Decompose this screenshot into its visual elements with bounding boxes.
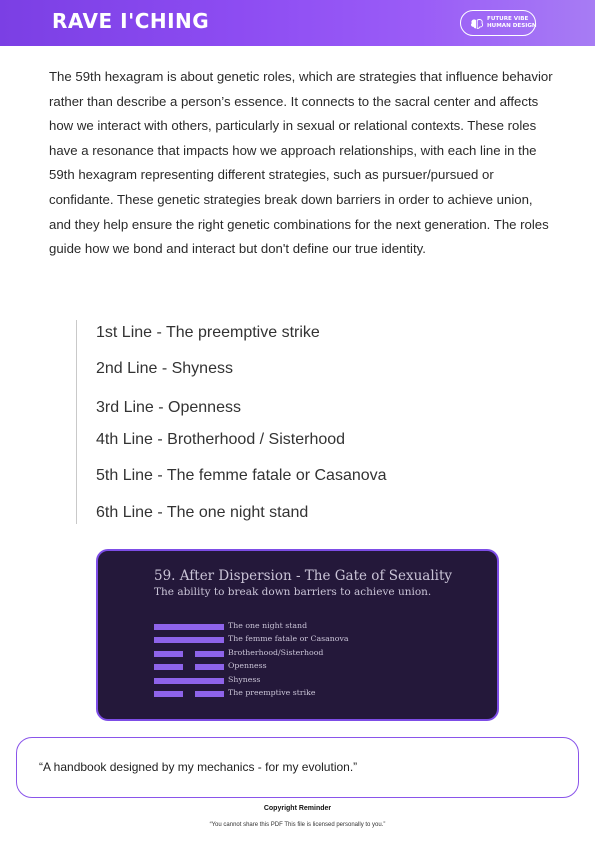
- copyright-title: Copyright Reminder: [263, 805, 332, 812]
- hexagram-card: [96, 549, 499, 721]
- brand-badge: [460, 10, 536, 36]
- yin-line-bar: [195, 664, 224, 670]
- hexagram-line-label: Brotherhood/Sisterhood: [228, 647, 324, 657]
- header-banner: [0, 0, 595, 46]
- yin-line-bar: [154, 691, 183, 697]
- yang-line-bar: [154, 678, 224, 684]
- brain-icon: [470, 17, 484, 31]
- hexagram-line-label: The femme fatale or Casanova: [228, 634, 349, 644]
- line-1: 1st Line - The preemptive strike: [96, 324, 320, 341]
- quote-box: [16, 737, 579, 798]
- intro-paragraph: The 59th hexagram is about genetic roles, which are strategies that influence behavior rather than describe a person’s essence. It connects to the sacral center and affects how we interact with others, particularly in sexual or relational contexts. These roles have a resonance that impacts how we approach relationships, with each line in the 59th hexagram representing different strategies, such as pursuer/pursued or confidante. These genetic strategies break down barriers in order to achieve union, and they help ensure the right genetic combinations for the next generation. The roles guide how we bond and interact but don't define our true identity.: [49, 69, 553, 257]
- line-3: 3rd Line - Openness: [96, 399, 241, 416]
- hexagram-title: 59. After Dispersion - The Gate of Sexuality: [154, 568, 453, 584]
- line-6: 6th Line - The one night stand: [96, 504, 309, 521]
- yin-line-bar: [195, 651, 224, 657]
- hexagram-subtitle: The ability to break down barriers to achieve union.: [154, 586, 432, 598]
- copyright-note: “You cannot share this PDF This file is licensed personally to you.”: [209, 822, 386, 828]
- line-5: 5th Line - The femme fatale or Casanova: [96, 467, 387, 484]
- hexagram-line-label: Shyness: [228, 674, 261, 684]
- brand-text: FUTURE VIBE HUMAN DESIGN: [487, 16, 537, 29]
- yang-line-bar: [154, 624, 224, 630]
- line-2: 2nd Line - Shyness: [96, 360, 233, 377]
- hexagram-line-label: The preemptive strike: [228, 688, 316, 697]
- yang-line-bar: [154, 637, 224, 643]
- lines-list: [76, 320, 497, 524]
- page-title: RAVE I'CHING: [52, 9, 210, 33]
- line-4: 4th Line - Brotherhood / Sisterhood: [96, 431, 346, 448]
- yin-line-bar: [154, 651, 183, 657]
- quote-text: “A handbook designed by my mechanics - for my evolution.”: [39, 760, 358, 774]
- hexagram-line-label: The one night stand: [228, 621, 308, 630]
- hexagram-line-label: Openness: [228, 661, 267, 671]
- yin-line-bar: [154, 664, 183, 670]
- yin-line-bar: [195, 691, 224, 697]
